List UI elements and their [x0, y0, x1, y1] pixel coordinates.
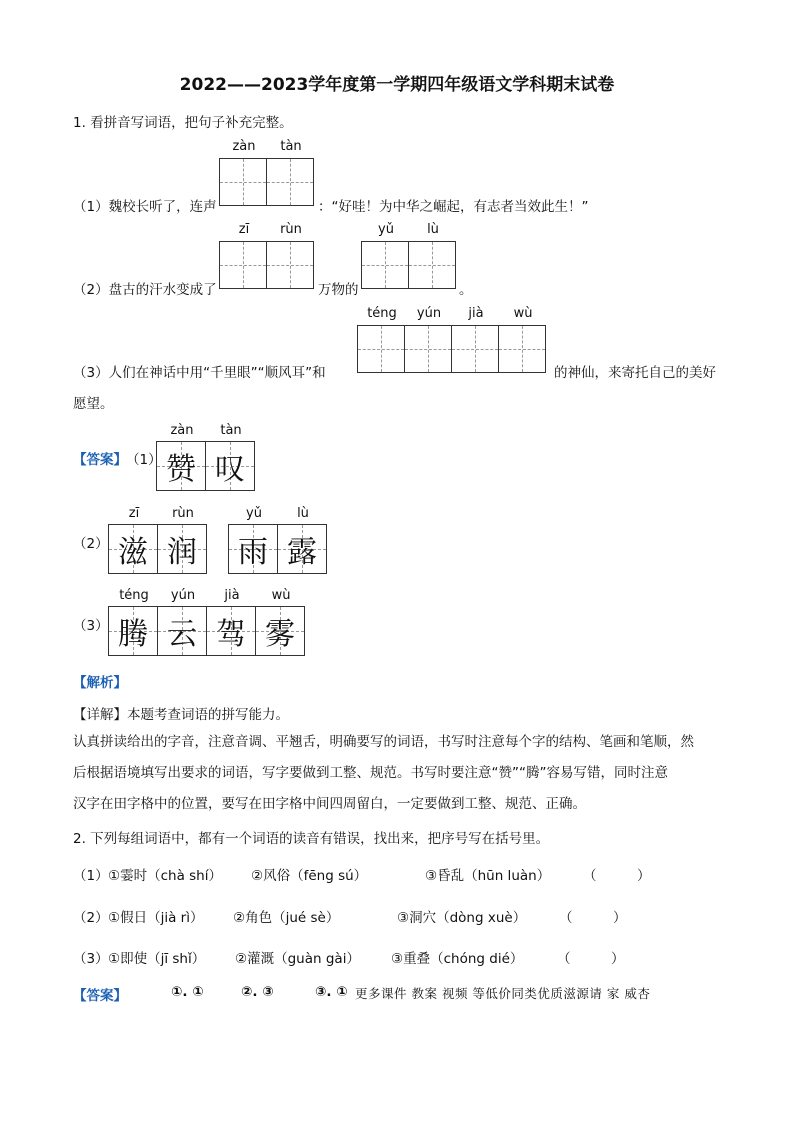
analysis-line: 汉字在田字格中的位置，要写在田字格中间四周留白，一定要做到工整、规范、正确。 — [73, 796, 586, 812]
tian-cell: zàn 赞 — [156, 441, 206, 491]
q1-s3-post: 的神仙，来寄托自己的美好 — [554, 365, 716, 381]
answer1-grid-2b — [228, 506, 327, 574]
q1-s3-grid[interactable] — [357, 306, 546, 373]
q1-stem: 1. 看拼音写词语，把句子补充完整。 — [73, 115, 293, 131]
q1-s3-line2: 愿望。 — [73, 396, 114, 412]
tian-cell: téng 腾 — [108, 606, 158, 656]
tian-cell[interactable]: jià — [451, 325, 499, 373]
tian-cell[interactable]: téng — [357, 325, 405, 373]
q2-stem: 2. 下列每组词语中，都有一个词语的读音有错误，找出来，把序号写在括号里。 — [73, 831, 550, 847]
tian-cell[interactable]: zī — [219, 241, 267, 289]
analysis-line: 认真拼读给出的字音，注意音调、平翘舌，明确要写的词语，书写时注意每个字的结构、笔画和笔顺，然 — [73, 734, 694, 750]
q1-s3-pre: （3）人们在神话中用“千里眼”“顺风耳”和 — [73, 365, 326, 381]
tian-cell: yǔ 雨 — [228, 524, 278, 574]
tian-cell[interactable]: rùn — [266, 241, 314, 289]
tian-cell: rùn 润 — [157, 524, 207, 574]
answer-blank[interactable]: （ ） — [559, 910, 627, 926]
answer-num-2: （2） — [73, 536, 109, 552]
answer-label: 【答案】 — [73, 452, 127, 468]
tian-cell[interactable]: lù — [408, 241, 456, 289]
answer1-grid-1 — [156, 423, 255, 491]
q1-s2-mid: 万物的 — [318, 282, 359, 298]
q1-s2-grid-a[interactable] — [219, 222, 314, 289]
tian-cell[interactable]: wù — [498, 325, 546, 373]
answer1-grid-2a — [108, 506, 207, 574]
tian-cell[interactable]: yún — [404, 325, 452, 373]
analysis-detail: 【详解】本题考查词语的拼写能力。 — [73, 707, 289, 723]
q1-s2-grid-b[interactable] — [361, 222, 456, 289]
answer-blank[interactable]: （ ） — [583, 868, 651, 884]
q1-s1-pre: （1）魏校长听了，连声 — [73, 199, 217, 215]
answer-num-3: （3） — [73, 618, 109, 634]
tian-cell: yún 云 — [157, 606, 207, 656]
page-title: 2022——2023学年度第一学期四年级语文学科期末试卷 — [179, 75, 615, 95]
tian-cell: jià 驾 — [206, 606, 256, 656]
analysis-line: 后根据语境填写出要求的词语，写字要做到工整、规范。书写时要注意“赞”“腾”容易写错，同时注意 — [73, 765, 668, 781]
q1-s2-post: 。 — [459, 282, 473, 298]
q1-s2-pre: （2）盘古的汗水变成了 — [73, 282, 217, 298]
tian-cell: tàn 叹 — [205, 441, 255, 491]
answer-num-1: （1） — [126, 452, 162, 468]
tian-cell[interactable]: tàn — [266, 158, 314, 206]
answer-blank[interactable]: （ ） — [557, 951, 625, 967]
q1-s1-post: ：“好哇！为中华之崛起，有志者当效此生！” — [318, 199, 589, 215]
q1-s1-grid[interactable] — [219, 139, 314, 206]
tian-cell[interactable]: yǔ — [361, 241, 409, 289]
tian-cell: wù 雾 — [255, 606, 305, 656]
tian-cell[interactable]: zàn — [219, 158, 267, 206]
tian-cell: lù 露 — [277, 524, 327, 574]
promo-text: 更多课件 教案 视频 等低价同类优质滋源请 家 威杏 — [355, 986, 651, 1001]
answer1-grid-3 — [108, 588, 305, 656]
tian-cell: zī 滋 — [108, 524, 158, 574]
analysis-label: 【解析】 — [73, 675, 127, 691]
